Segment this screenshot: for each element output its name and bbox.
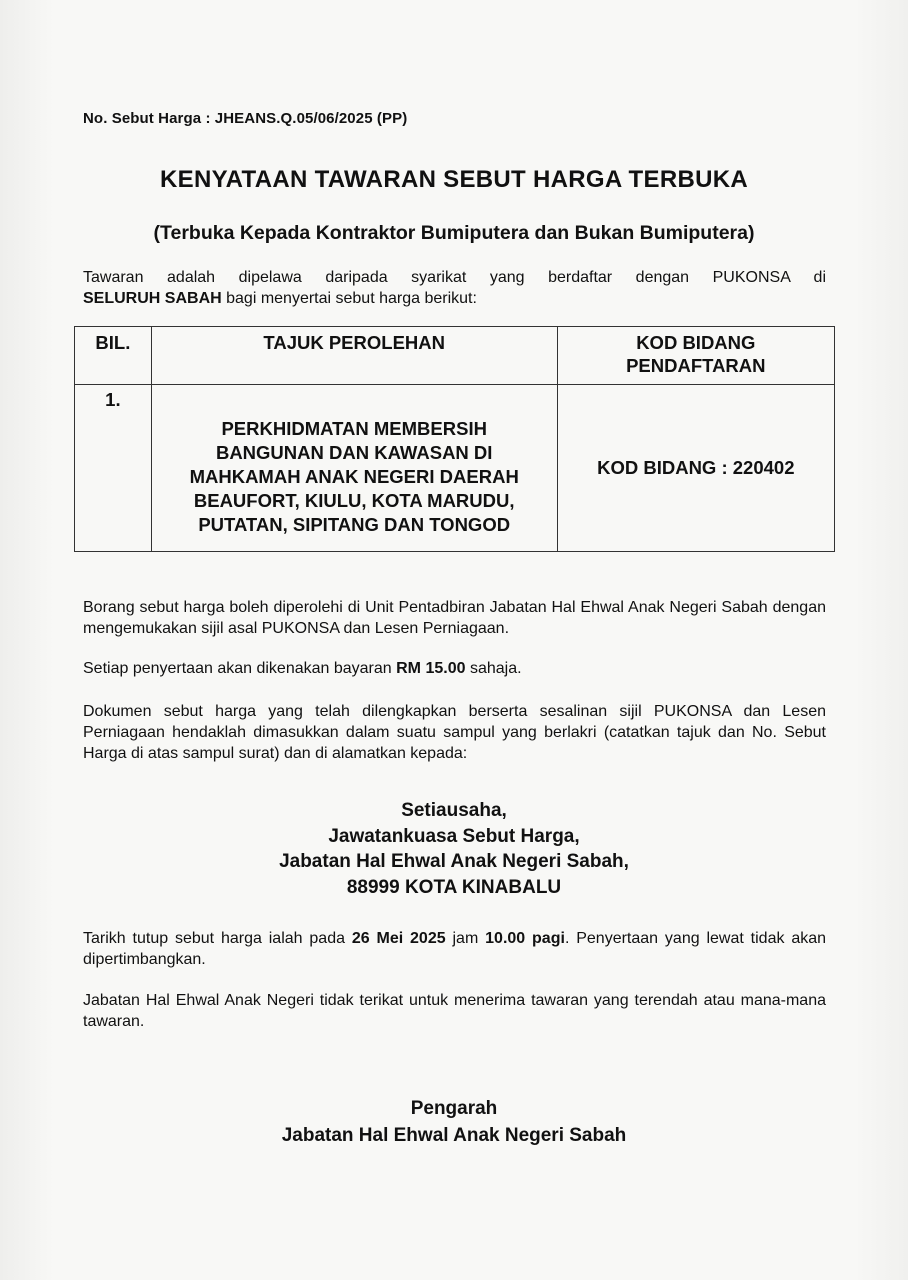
row-bil: 1. [75, 385, 152, 552]
paragraph-jabatan: Jabatan Hal Ehwal Anak Negeri tidak terikat untuk menerima tawaran yang terendah atau mana-mana tawaran. [83, 992, 826, 1030]
header-kod [557, 327, 834, 385]
intro-line-1: Tawaran adalah dipelawa daripada syarikat yang berdaftar dengan PUKONSA di [83, 269, 826, 286]
paragraph-dokumen: Dokumen sebut harga yang telah dilengkapkan berserta sesalinan sijil PUKONSA dan Lesen Perniagaan hendaklah dimasukkan dalam suatu sampul yang berlakri (catatkan tajuk dan No. Sebut Harga di atas sampul surat) dan di alamatkan kepada: [83, 703, 826, 762]
address-block [0, 798, 908, 900]
paragraph-bayaran [83, 658, 826, 679]
intro-paragraph [83, 267, 826, 309]
tajuk-line: BANGUNAN DAN KAWASAN DI [215, 442, 493, 463]
tajuk-line: PERKHIDMATAN MEMBERSIH [221, 418, 487, 439]
tarikh-pre: Tarikh tutup sebut harga ialah pada [83, 930, 352, 947]
closing-time: 10.00 pagi [485, 930, 565, 947]
tarikh-mid: jam [445, 930, 486, 947]
row-kod: KOD BIDANG : 220402 [557, 385, 834, 552]
row-tajuk [151, 385, 557, 552]
signature-block [0, 1095, 908, 1149]
tajuk-line: PUTATAN, SIPITANG DAN TONGOD [198, 514, 511, 535]
paragraph-borang: Borang sebut harga boleh diperolehi di Unit Pentadbiran Jabatan Hal Ehwal Anak Negeri Sabah dengan mengemukakan sijil asal PUKONSA dan Lesen Perniagaan. [83, 599, 826, 637]
page-subtitle: (Terbuka Kepada Kontraktor Bumiputera dan Bukan Bumiputera) [153, 222, 755, 244]
signature-department: Jabatan Hal Ehwal Anak Negeri Sabah [281, 1125, 627, 1146]
intro-rest: bagi menyertai sebut harga berikut: [221, 290, 477, 307]
bayaran-text: Setiap penyertaan akan dikenakan bayaran [83, 660, 397, 677]
address-line: 88999 KOTA KINABALU [346, 876, 562, 898]
address-line: Jabatan Hal Ehwal Anak Negeri Sabah, [279, 851, 629, 872]
table-row [75, 385, 835, 552]
procurement-table [74, 326, 835, 552]
signature-role: Pengarah [410, 1098, 498, 1119]
paragraph-tarikh [83, 928, 826, 970]
bayaran-suffix: sahaja. [465, 660, 522, 677]
intro-bold-region: SELURUH SABAH [83, 290, 222, 307]
tajuk-line: BEAUFORT, KIULU, KOTA MARUDU, [193, 490, 515, 511]
address-line: Setiausaha, [401, 800, 507, 821]
tarikh-post: . Penyertaan yang lewat tidak akan dipertimbangkan. [83, 930, 827, 968]
header-tajuk: TAJUK PEROLEHAN [151, 327, 557, 385]
closing-date: 26 Mei 2025 [351, 930, 446, 947]
page-title: KENYATAAN TAWARAN SEBUT HARGA TERBUKA [160, 166, 748, 193]
address-line: Jawatankuasa Sebut Harga, [328, 825, 580, 847]
tajuk-line: MAHKAMAH ANAK NEGERI DAERAH [189, 466, 519, 487]
header-bil: BIL. [75, 327, 152, 385]
reference-number: No. Sebut Harga : JHEANS.Q.05/06/2025 (PP) [83, 110, 408, 127]
header-kod-line1: KOD BIDANG [636, 332, 756, 353]
header-kod-line2: PENDAFTARAN [626, 355, 766, 376]
table-header-row [75, 327, 835, 385]
bayaran-amount: RM 15.00 [396, 660, 466, 677]
